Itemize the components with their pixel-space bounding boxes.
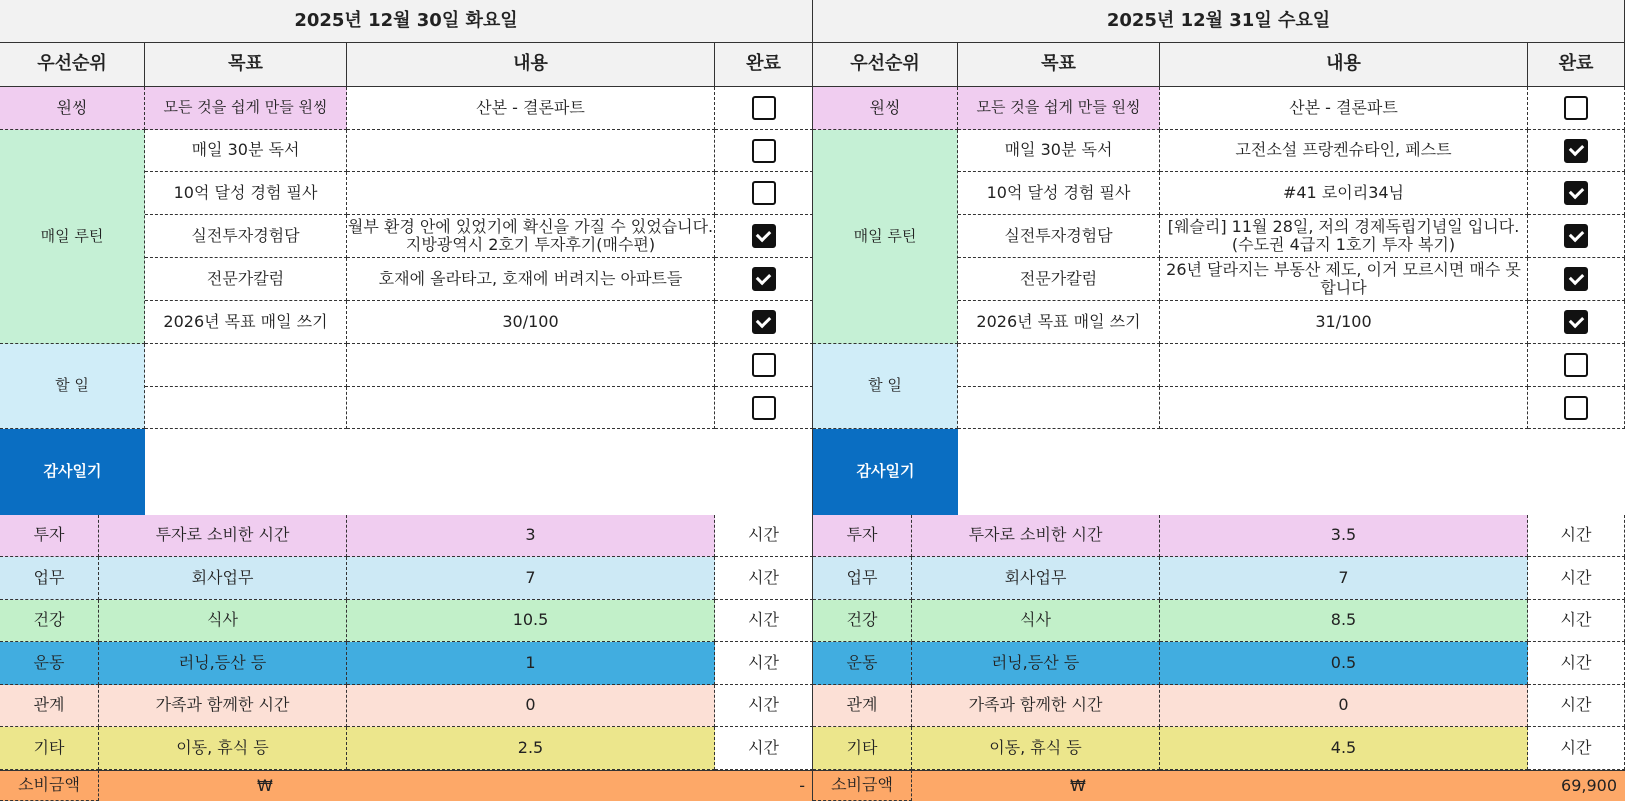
priority-todo: 할 일 [0, 344, 145, 429]
routine-content[interactable] [347, 130, 715, 172]
time-unit: 시간 [1528, 557, 1625, 600]
time-unit: 시간 [1528, 642, 1625, 685]
routine-done-checkbox[interactable] [715, 172, 813, 215]
routine-done-checkbox[interactable] [715, 130, 813, 172]
time-category-exercise: 운동 [813, 642, 912, 685]
date-header: 2025년 12월 31일 수요일 [813, 0, 1625, 43]
todo-content[interactable] [1160, 387, 1528, 429]
todo-done-checkbox[interactable] [715, 387, 813, 429]
time-category-etc: 기타 [0, 727, 99, 770]
time-desc-invest: 투자로 소비한 시간 [99, 515, 347, 557]
time-unit: 시간 [715, 685, 813, 727]
checkbox-checked-icon[interactable] [752, 310, 776, 334]
todo-content[interactable] [347, 387, 715, 429]
routine-done-checkbox[interactable] [1528, 215, 1625, 258]
time-category-relation: 관계 [813, 685, 912, 727]
spend-label: 소비금액 [813, 770, 912, 801]
spend-amount-cell[interactable] [99, 770, 813, 801]
checkbox-checked-icon[interactable] [1564, 267, 1588, 291]
routine-done-checkbox[interactable] [715, 301, 813, 344]
time-desc-exercise: 러닝,등산 등 [912, 642, 1160, 685]
priority-wonsing: 원씽 [0, 87, 145, 130]
wonsing-content[interactable]: 산본 - 결론파트 [1160, 87, 1528, 130]
checkbox-empty-icon[interactable] [752, 396, 776, 420]
priority-wonsing: 원씽 [813, 87, 958, 130]
checkbox-empty-icon[interactable] [1564, 353, 1588, 377]
gratitude-label: 감사일기 [813, 429, 958, 515]
time-hours-relation[interactable]: 0 [347, 685, 715, 727]
column-header-done: 완료 [1528, 43, 1625, 87]
wonsing-goal: 모든 것을 쉽게 만들 원씽 [145, 87, 347, 130]
time-desc-relation: 가족과 함께한 시간 [99, 685, 347, 727]
todo-goal[interactable] [145, 387, 347, 429]
time-hours-health[interactable]: 10.5 [347, 600, 715, 642]
column-header-priority: 우선순위 [0, 43, 145, 87]
todo-done-checkbox[interactable] [1528, 387, 1625, 429]
time-unit: 시간 [715, 727, 813, 770]
routine-goal: 2026년 목표 매일 쓰기 [958, 301, 1160, 344]
time-unit: 시간 [715, 642, 813, 685]
routine-goal: 2026년 목표 매일 쓰기 [145, 301, 347, 344]
checkbox-checked-icon[interactable] [752, 224, 776, 248]
todo-done-checkbox[interactable] [1528, 344, 1625, 387]
wonsing-done-checkbox[interactable] [715, 87, 813, 130]
date-header: 2025년 12월 30일 화요일 [0, 0, 813, 43]
routine-goal: 실전투자경험담 [145, 215, 347, 258]
time-category-exercise: 운동 [0, 642, 99, 685]
routine-done-checkbox[interactable] [1528, 130, 1625, 172]
wonsing-goal: 모든 것을 쉽게 만들 원씽 [958, 87, 1160, 130]
time-unit: 시간 [1528, 600, 1625, 642]
time-category-work: 업무 [0, 557, 99, 600]
routine-done-checkbox[interactable] [1528, 258, 1625, 301]
routine-content[interactable]: 월부 환경 안에 있었기에 확신을 가질 수 있었습니다. 지방광역시 2호기 투자후기(매수편) [347, 215, 715, 258]
priority-todo: 할 일 [813, 344, 958, 429]
priority-routine: 매일 루틴 [0, 130, 145, 344]
time-unit: 시간 [1528, 685, 1625, 727]
checkbox-checked-icon[interactable] [1564, 139, 1588, 163]
routine-content[interactable]: [웨슬리] 11월 28일, 저의 경제독립기념일 입니다. (수도권 4급지 1호기 투자 복기) [1160, 215, 1528, 258]
todo-goal[interactable] [958, 344, 1160, 387]
time-hours-relation[interactable]: 0 [1160, 685, 1528, 727]
routine-done-checkbox[interactable] [1528, 172, 1625, 215]
time-hours-etc[interactable]: 4.5 [1160, 727, 1528, 770]
time-hours-exercise[interactable]: 1 [347, 642, 715, 685]
time-category-health: 건강 [813, 600, 912, 642]
time-category-invest: 투자 [0, 515, 99, 557]
routine-content[interactable] [347, 172, 715, 215]
spend-amount: - [799, 775, 805, 795]
gratitude-content[interactable] [145, 429, 813, 515]
column-header-goal: 목표 [145, 43, 347, 87]
time-category-etc: 기타 [813, 727, 912, 770]
spend-amount-cell[interactable] [912, 770, 1625, 801]
wonsing-done-checkbox[interactable] [1528, 87, 1625, 130]
time-hours-health[interactable]: 8.5 [1160, 600, 1528, 642]
time-unit: 시간 [715, 515, 813, 557]
todo-goal[interactable] [145, 344, 347, 387]
routine-goal: 전문가칼럼 [958, 258, 1160, 301]
time-hours-invest[interactable]: 3 [347, 515, 715, 557]
todo-content[interactable] [1160, 344, 1528, 387]
column-header-content: 내용 [1160, 43, 1528, 87]
time-desc-relation: 가족과 함께한 시간 [912, 685, 1160, 727]
time-desc-invest: 투자로 소비한 시간 [912, 515, 1160, 557]
spend-amount: 69,900 [1561, 775, 1617, 795]
gratitude-content[interactable] [958, 429, 1625, 515]
todo-goal[interactable] [958, 387, 1160, 429]
priority-routine: 매일 루틴 [813, 130, 958, 344]
checkbox-empty-icon[interactable] [1564, 96, 1588, 120]
checkbox-empty-icon[interactable] [1564, 396, 1588, 420]
time-unit: 시간 [1528, 515, 1625, 557]
time-category-health: 건강 [0, 600, 99, 642]
column-header-done: 완료 [715, 43, 813, 87]
time-category-invest: 투자 [813, 515, 912, 557]
time-hours-work[interactable]: 7 [1160, 557, 1528, 600]
column-header-priority: 우선순위 [813, 43, 958, 87]
routine-goal: 매일 30분 독서 [958, 130, 1160, 172]
currency-symbol: ₩ [257, 775, 273, 795]
time-desc-health: 식사 [912, 600, 1160, 642]
time-unit: 시간 [715, 600, 813, 642]
checkbox-checked-icon[interactable] [1564, 310, 1588, 334]
checkbox-checked-icon[interactable] [1564, 181, 1588, 205]
time-category-relation: 관계 [0, 685, 99, 727]
time-desc-etc: 이동, 휴식 등 [99, 727, 347, 770]
time-desc-health: 식사 [99, 600, 347, 642]
time-unit: 시간 [1528, 727, 1625, 770]
time-category-work: 업무 [813, 557, 912, 600]
routine-goal: 10억 달성 경험 필사 [958, 172, 1160, 215]
day-divider [812, 0, 813, 801]
checkbox-empty-icon[interactable] [752, 139, 776, 163]
routine-content[interactable]: 31/100 [1160, 301, 1528, 344]
spend-label: 소비금액 [0, 770, 99, 801]
time-unit: 시간 [715, 557, 813, 600]
time-hours-exercise[interactable]: 0.5 [1160, 642, 1528, 685]
time-hours-invest[interactable]: 3.5 [1160, 515, 1528, 557]
checkbox-empty-icon[interactable] [752, 353, 776, 377]
routine-goal: 매일 30분 독서 [145, 130, 347, 172]
checkbox-checked-icon[interactable] [1564, 224, 1588, 248]
routine-content[interactable]: 30/100 [347, 301, 715, 344]
gratitude-label: 감사일기 [0, 429, 145, 515]
routine-done-checkbox[interactable] [715, 215, 813, 258]
column-header-goal: 목표 [958, 43, 1160, 87]
routine-content[interactable]: #41 로이리34님 [1160, 172, 1528, 215]
time-hours-etc[interactable]: 2.5 [347, 727, 715, 770]
routine-done-checkbox[interactable] [1528, 301, 1625, 344]
time-desc-work: 회사업무 [99, 557, 347, 600]
routine-content[interactable]: 호재에 올라타고, 호재에 버려지는 아파트들 [347, 258, 715, 301]
todo-done-checkbox[interactable] [715, 344, 813, 387]
checkbox-empty-icon[interactable] [752, 181, 776, 205]
routine-goal: 실전투자경험담 [958, 215, 1160, 258]
routine-done-checkbox[interactable] [715, 258, 813, 301]
time-hours-work[interactable]: 7 [347, 557, 715, 600]
wonsing-content[interactable]: 산본 - 결론파트 [347, 87, 715, 130]
routine-content[interactable]: 26년 달라지는 부동산 제도, 이거 모르시면 매수 못합니다 [1160, 258, 1528, 301]
routine-goal: 전문가칼럼 [145, 258, 347, 301]
todo-content[interactable] [347, 344, 715, 387]
time-desc-exercise: 러닝,등산 등 [99, 642, 347, 685]
checkbox-checked-icon[interactable] [752, 267, 776, 291]
currency-symbol: ₩ [1070, 775, 1086, 795]
column-header-content: 내용 [347, 43, 715, 87]
routine-content[interactable]: 고전소설 프랑켄슈타인, 페스트 [1160, 130, 1528, 172]
time-desc-etc: 이동, 휴식 등 [912, 727, 1160, 770]
time-desc-work: 회사업무 [912, 557, 1160, 600]
routine-goal: 10억 달성 경험 필사 [145, 172, 347, 215]
checkbox-empty-icon[interactable] [752, 96, 776, 120]
